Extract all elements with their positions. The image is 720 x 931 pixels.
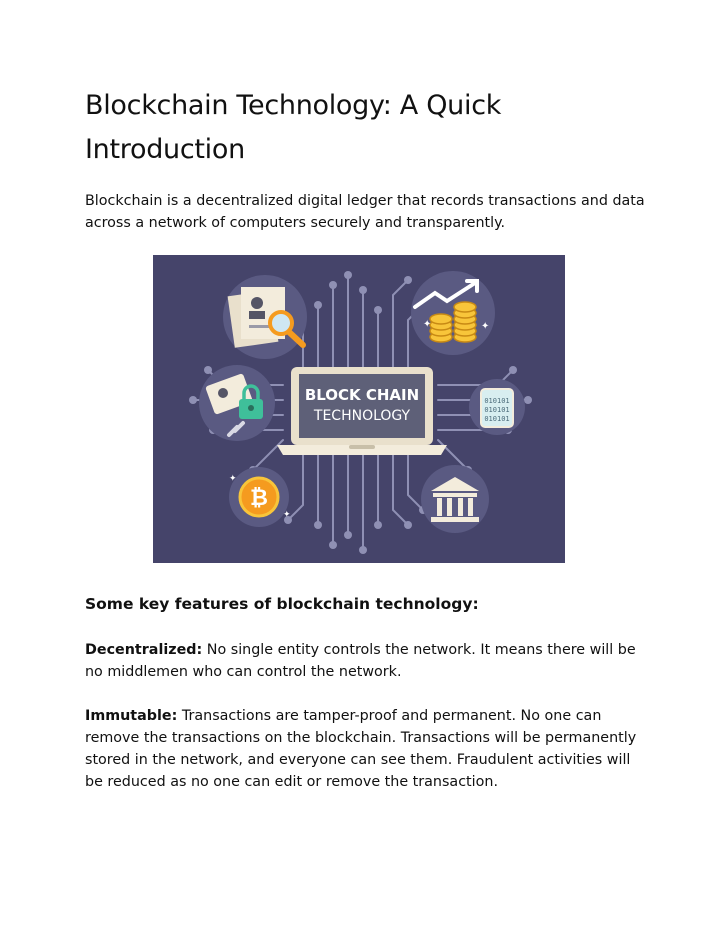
feature-decentralized bbox=[85, 639, 645, 683]
laptop-line-1: BLOCK CHAIN bbox=[304, 386, 420, 404]
coin-symbol: ₿ bbox=[250, 486, 268, 511]
svg-text:✦: ✦ bbox=[423, 319, 432, 330]
tablet-bits-3: 010101 bbox=[484, 415, 510, 423]
feature-text: Transactions are tamper-proof and permanent. No one can remove the transactions on the blockchain. Transactions will be permanently stored in the network, and everyone can see them. Fraudulent activities will be reduced as no one can edit or remove the transaction. bbox=[85, 708, 637, 790]
svg-text:✦: ✦ bbox=[283, 510, 291, 520]
hero-illustration bbox=[153, 255, 565, 563]
laptop-line-2: TECHNOLOGY bbox=[313, 408, 411, 424]
feature-label: Immutable: bbox=[85, 708, 178, 724]
feature-text: No single entity controls the network. It means there will be no middlemen who can control the network. bbox=[85, 642, 636, 680]
growth-chart-coins-icon bbox=[411, 271, 495, 355]
features-heading: Some key features of blockchain technology: bbox=[85, 595, 479, 613]
laptop-icon bbox=[277, 367, 447, 455]
feature-label: Decentralized: bbox=[85, 642, 203, 658]
id-card-padlock-icon bbox=[199, 365, 275, 441]
document-magnifier-icon bbox=[223, 275, 307, 359]
bank-building-icon bbox=[421, 465, 489, 533]
svg-text:✦: ✦ bbox=[229, 474, 237, 484]
tablet-bits-2: 010101 bbox=[484, 406, 510, 414]
feature-immutable bbox=[85, 705, 645, 793]
intro-paragraph: Blockchain is a decentralized digital ledger that records transactions and data across a network of computers securely and transparently. bbox=[85, 193, 645, 231]
page-title: Blockchain Technology: A Quick Introduction bbox=[85, 90, 502, 165]
svg-text:✦: ✦ bbox=[481, 321, 490, 332]
binary-tablet-icon bbox=[469, 379, 525, 435]
tablet-bits-1: 010101 bbox=[484, 397, 510, 405]
